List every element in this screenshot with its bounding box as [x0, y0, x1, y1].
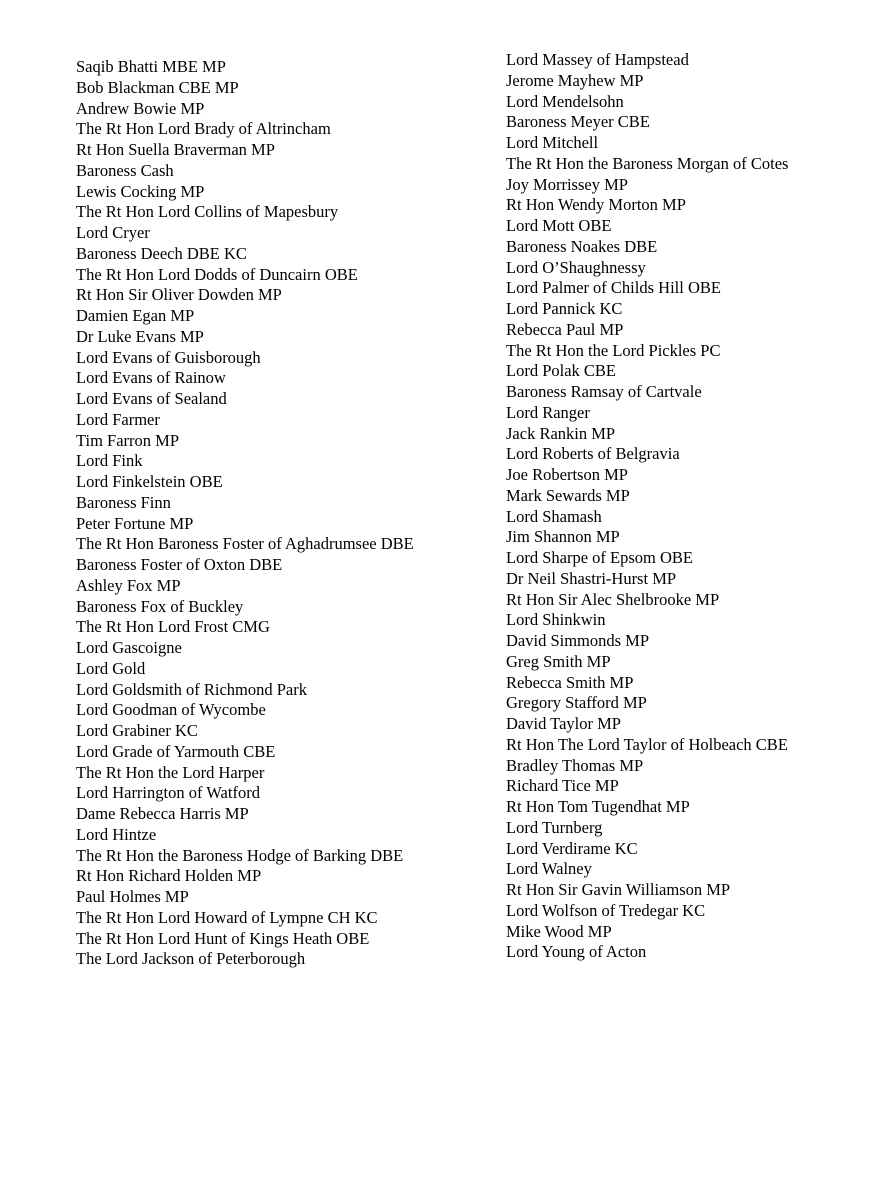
- signatory-name: Baroness Foster of Oxton DBE: [76, 555, 283, 574]
- signatory-name: Mark Sewards MP: [506, 485, 630, 505]
- signatory-name: The Lord Jackson of Peterborough: [76, 949, 306, 969]
- signatory-name: Lord O’Shaughnessy: [506, 257, 646, 277]
- signatory-name: Lord Fink: [76, 451, 143, 471]
- signatory-name: Baroness Fox of Buckley: [76, 596, 244, 616]
- signatory-name: Lord Goldsmith of Richmond Park: [76, 679, 307, 699]
- signatory-name: Lord Evans of Rainow: [76, 368, 226, 388]
- signatory-name: Lord Hintze: [76, 824, 157, 844]
- signatory-name: Rt Hon Suella Braverman MP: [76, 140, 275, 159]
- signatory-name: Baroness Ramsay of Cartvale: [506, 382, 702, 401]
- signatory-name: Rt Hon Richard Holden MP: [76, 866, 262, 886]
- signatory-name: Lord Verdirame KC: [506, 838, 638, 858]
- signatory-name: The Rt Hon Lord Hunt of Kings Heath OBE: [76, 928, 370, 948]
- signatory-name: The Rt Hon Lord Frost CMG: [76, 617, 270, 637]
- signatory-name: Baroness Cash: [76, 160, 174, 180]
- signatory-name: Jerome Mayhew MP: [506, 70, 644, 90]
- signatory-name: Rt Hon Wendy Morton MP: [506, 195, 686, 215]
- signatory-name: Lord Grabiner KC: [76, 721, 198, 740]
- signatory-name: Lord Sharpe of Epsom OBE: [506, 548, 693, 567]
- signatory-name: Dame Rebecca Harris MP: [76, 804, 249, 823]
- signatory-name: Rebecca Paul MP: [506, 319, 624, 339]
- signatory-name: Lord Young of Acton: [506, 942, 647, 962]
- signatory-name: Baroness Deech DBE KC: [76, 243, 247, 263]
- signatory-name: David Simmonds MP: [506, 631, 650, 650]
- signatory-name: Rt Hon Sir Alec Shelbrooke MP: [506, 589, 720, 609]
- signatory-name: Lord Evans of Sealand: [76, 389, 227, 408]
- signatory-name: Lord Turnberg: [506, 817, 603, 837]
- signatory-name: Saqib Bhatti MBE MP: [76, 57, 226, 76]
- signatory-name: Dr Neil Shastri-Hurst MP: [506, 568, 677, 588]
- signatory-name: Lord Shinkwin: [506, 610, 606, 630]
- signatory-name: Greg Smith MP: [506, 651, 611, 671]
- signatory-name: Peter Fortune MP: [76, 513, 194, 533]
- signatory-name: Baroness Meyer CBE: [506, 112, 650, 132]
- signatory-name: Rt Hon The Lord Taylor of Holbeach CBE: [506, 734, 788, 754]
- signatory-name: Lord Roberts of Belgravia: [506, 444, 680, 464]
- left-name-column: [76, 57, 496, 970]
- signatory-name: Lord Evans of Guisborough: [76, 347, 261, 367]
- signatory-name: Lord Cryer: [76, 223, 150, 242]
- signatory-name: Jim Shannon MP: [506, 527, 620, 547]
- signatory-name: Mike Wood MP: [506, 921, 612, 941]
- signatory-name: Lord Massey of Hampstead: [506, 50, 689, 69]
- signatory-name: Lewis Cocking MP: [76, 181, 205, 201]
- signatory-name: Lord Walney: [506, 859, 592, 879]
- signatory-name: Bradley Thomas MP: [506, 755, 644, 775]
- signatory-name: Damien Egan MP: [76, 306, 195, 325]
- signatory-name: Richard Tice MP: [506, 776, 619, 796]
- signatory-name: David Taylor MP: [506, 714, 621, 733]
- signatory-name: Lord Harrington of Watford: [76, 783, 260, 803]
- signatory-name: The Rt Hon the Baroness Hodge of Barking DBE: [76, 845, 404, 865]
- signatory-name: Jack Rankin MP: [506, 423, 616, 443]
- signatory-name: Ashley Fox MP: [76, 575, 181, 595]
- signatory-name: Andrew Bowie MP: [76, 98, 205, 118]
- signatory-name: Tim Farron MP: [76, 430, 180, 450]
- signatory-name: Lord Ranger: [506, 402, 590, 422]
- signatory-name: Bob Blackman CBE MP: [76, 77, 239, 97]
- signatory-name: Lord Shamash: [506, 506, 602, 526]
- signatory-name: The Rt Hon Lord Dodds of Duncairn OBE: [76, 264, 358, 284]
- signatory-name: Lord Mitchell: [506, 133, 599, 152]
- signatory-name: Lord Goodman of Wycombe: [76, 700, 266, 720]
- signatory-name: Lord Pannick KC: [506, 299, 623, 318]
- signatory-name: The Rt Hon Lord Brady of Altrincham: [76, 119, 331, 139]
- signatory-name: Rt Hon Tom Tugendhat MP: [506, 797, 690, 816]
- signatory-name: Lord Grade of Yarmouth CBE: [76, 741, 276, 761]
- signatory-name: The Rt Hon Lord Howard of Lympne CH KC: [76, 907, 378, 927]
- signatory-name: The Rt Hon Lord Collins of Mapesbury: [76, 202, 339, 222]
- signatory-name: Rebecca Smith MP: [506, 672, 634, 692]
- signatory-name: Lord Mendelsohn: [506, 91, 624, 111]
- signatory-name: Rt Hon Sir Oliver Dowden MP: [76, 285, 282, 305]
- signatory-name: Lord Farmer: [76, 409, 160, 429]
- signatory-name: Lord Mott OBE: [506, 216, 612, 235]
- signatory-name: Lord Finkelstein OBE: [76, 472, 223, 491]
- signatory-name: The Rt Hon the Lord Harper: [76, 762, 265, 782]
- signatory-name: Baroness Noakes DBE: [506, 236, 658, 256]
- signatory-name: Lord Gascoigne: [76, 638, 182, 657]
- signatory-name: Paul Holmes MP: [76, 887, 189, 906]
- signatory-name: Rt Hon Sir Gavin Williamson MP: [506, 880, 731, 899]
- signatory-name: Gregory Stafford MP: [506, 693, 647, 713]
- signatory-name: Joe Robertson MP: [506, 465, 628, 484]
- right-name-column: [506, 50, 866, 963]
- signatory-name: The Rt Hon Baroness Foster of Aghadrumsee DBE: [76, 534, 414, 554]
- signatory-name: Joy Morrissey MP: [506, 174, 628, 194]
- signatory-name: Dr Luke Evans MP: [76, 326, 204, 346]
- signatory-name: Baroness Finn: [76, 492, 171, 512]
- signatory-name: Lord Gold: [76, 658, 146, 678]
- signatory-name: Lord Wolfson of Tredegar KC: [506, 900, 706, 920]
- signatory-name: The Rt Hon the Baroness Morgan of Cotes: [506, 153, 789, 173]
- signatory-name: Lord Palmer of Childs Hill OBE: [506, 278, 721, 298]
- signatory-name: Lord Polak CBE: [506, 361, 616, 381]
- signatory-name: The Rt Hon the Lord Pickles PC: [506, 340, 721, 360]
